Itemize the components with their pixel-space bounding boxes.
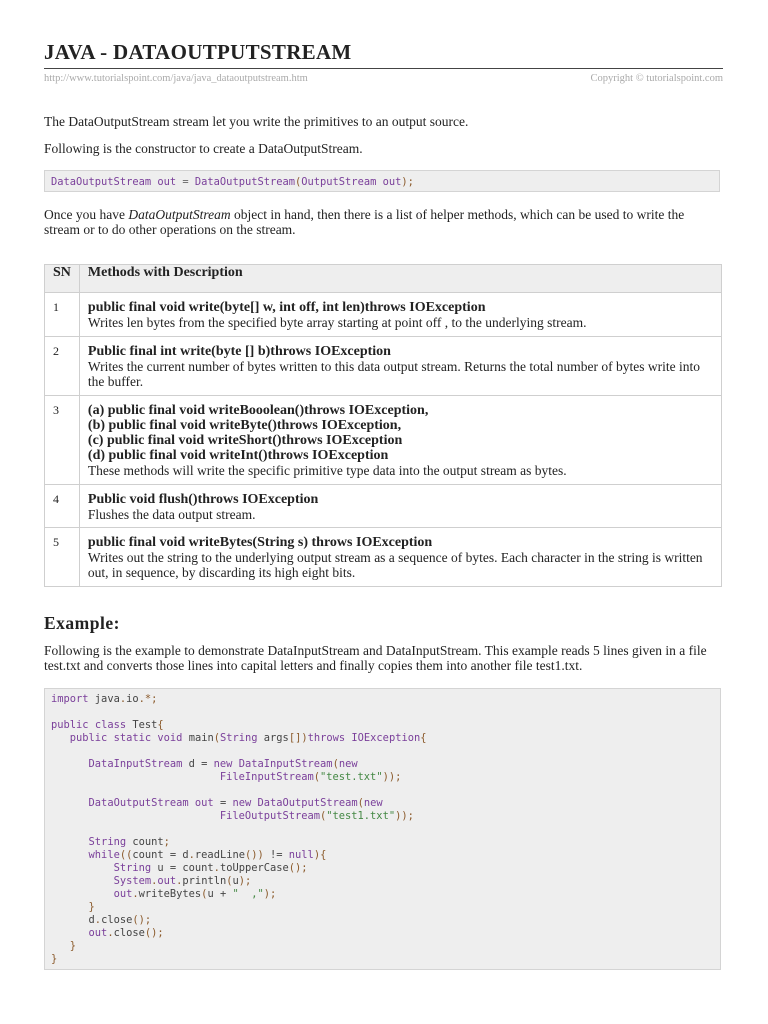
method-signature: (d) public final void writeInt()throws IOException (87, 448, 389, 463)
table-row (45, 528, 722, 587)
constructor-code-block (44, 170, 720, 192)
page-title: JAVA - DATAOUTPUTSTREAM (44, 40, 352, 64)
table-row (45, 337, 722, 396)
code-line: FileInputStream("test.txt")); (219, 771, 402, 783)
row-content (79, 528, 721, 587)
table-row (45, 396, 722, 485)
method-description: Writes the current number of bytes written to this data output stream. Returns the total number of bytes write into the buffer. (87, 359, 700, 389)
helper-methods-paragraph (44, 207, 723, 237)
code-token: OutputStream (301, 176, 377, 188)
text-span: object in hand, then there is a list of helper methods, which can be used to write the stream or to do other operations on the stream. (44, 207, 685, 237)
method-description: Writes out the string to the underlying output stream as a sequence of bytes. Each character in the string is written out, in sequence, by discarding its high eight bits. (87, 550, 703, 580)
method-description: Writes len bytes from the specified byte array starting at point off , to the underlying stream. (87, 315, 587, 330)
code-line: } (88, 901, 95, 913)
method-signature: Public void flush()throws IOException (87, 492, 319, 507)
row-content (79, 485, 721, 528)
example-heading: Example: (44, 613, 120, 633)
code-line: System.out.println(u); (113, 875, 252, 887)
methods-table (44, 264, 722, 587)
method-description: These methods will write the specific primitive type data into the output stream as bytes. (87, 463, 567, 478)
code-line: out.writeBytes(u + " ,"); (113, 888, 277, 900)
intro-paragraph: The DataOutputStream stream let you write the primitives to an output source. (44, 114, 469, 129)
table-row (45, 485, 722, 528)
row-sn: 4 (45, 485, 80, 528)
code-token: ); (401, 176, 414, 188)
code-line: } (51, 953, 58, 965)
code-token: = (176, 176, 195, 188)
method-description: Flushes the data output stream. (87, 507, 256, 522)
table-header-row (45, 265, 722, 293)
row-sn: 1 (45, 293, 80, 337)
emphasis-text: DataOutputStream (128, 207, 231, 222)
code-line: DataInputStream d = new DataInputStream(new (88, 758, 358, 770)
code-token: out (376, 176, 402, 188)
code-token: DataOutputStream (194, 176, 295, 188)
header-divider (44, 68, 723, 69)
method-signature: Public final int write(byte [] b)throws IOException (87, 344, 391, 359)
column-header-sn: SN (45, 265, 80, 293)
code-line: String u = count.toUpperCase(); (113, 862, 308, 874)
code-line: FileOutputStream("test1.txt")); (219, 810, 414, 822)
code-line: DataOutputStream out = new DataOutputStream(new (88, 797, 383, 809)
header-meta (44, 73, 723, 84)
copyright-notice: Copyright © tutorialspoint.com (590, 73, 723, 84)
text-span: Once you have (44, 207, 129, 222)
example-code-block (44, 688, 721, 970)
method-signature: (c) public final void writeShort()throws IOException (87, 433, 403, 448)
code-line: } (69, 940, 77, 952)
method-signature: public final void writeBytes(String s) throws IOException (87, 535, 433, 550)
code-token: DataOutputStream out (51, 176, 177, 188)
row-sn: 3 (45, 396, 80, 485)
code-line: out.close(); (88, 927, 164, 939)
row-sn: 2 (45, 337, 80, 396)
code-token: ( (295, 176, 302, 188)
code-line: import java.io.*; (51, 693, 158, 705)
source-url[interactable]: http://www.tutorialspoint.com/java/java_dataoutputstream.htm (44, 73, 308, 84)
method-signature: (b) public final void writeByte()throws IOException, (87, 418, 402, 433)
row-content (79, 396, 721, 485)
method-signature: (a) public final void writeBooolean()throws IOException, (87, 403, 429, 418)
method-signature: public final void write(byte[] w, int off, int len)throws IOException (87, 300, 486, 315)
row-content (79, 337, 721, 396)
example-code (51, 693, 714, 966)
code-line: String count; (88, 836, 170, 848)
row-sn: 5 (45, 528, 80, 587)
table-row (45, 293, 722, 337)
code-line: while((count = d.readLine()) != null){ (88, 849, 327, 861)
constructor-intro: Following is the constructor to create a DataOutputStream. (44, 141, 363, 156)
code-line: d.close(); (51, 914, 152, 926)
column-header-methods: Methods with Description (79, 265, 721, 293)
example-description: Following is the example to demonstrate DataInputStream and DataInputStream. This example reads 5 lines given in a file test.txt and converts those lines into capital letters and finally copies them into another file test1.txt. (44, 643, 707, 673)
code-line: public class Test{ (51, 719, 164, 731)
code-line: public static void main(String args[])throws IOException{ (69, 732, 427, 744)
row-content (79, 293, 721, 337)
